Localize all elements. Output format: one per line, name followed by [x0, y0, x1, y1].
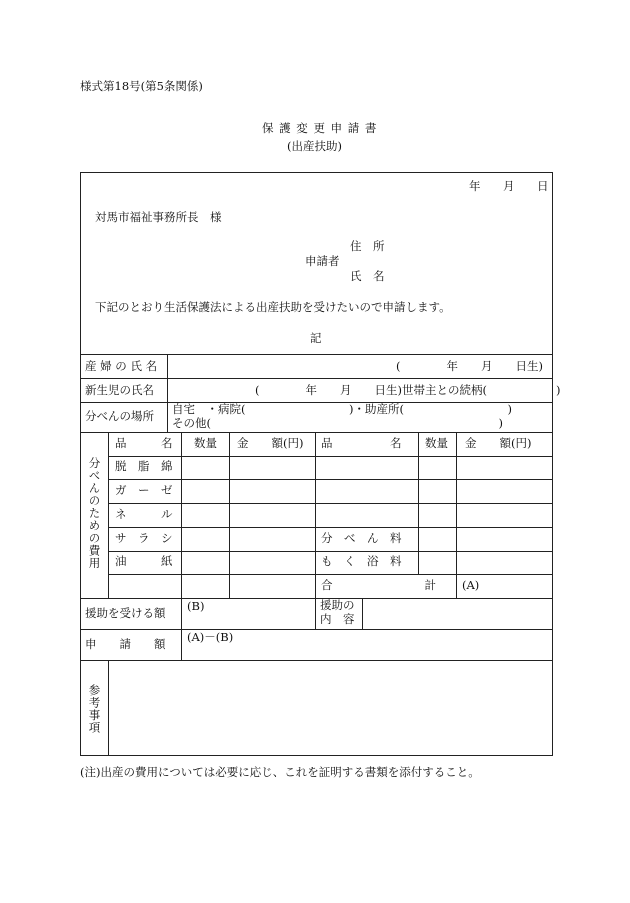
total-mark: (A): [462, 578, 480, 592]
total-label: 合 計: [321, 578, 436, 592]
support-content-label-2: 内 容: [320, 612, 355, 626]
newborn-birth-field: ( 年 月 日生): [255, 383, 402, 397]
rule: [108, 551, 553, 552]
rule: [80, 629, 553, 630]
rule: [167, 354, 168, 432]
cost-section-label: 分べんのための費用: [87, 457, 102, 570]
rule: [108, 527, 553, 528]
support-mark: (B): [187, 599, 205, 613]
item-gauze: ガ ー ゼ: [115, 483, 173, 497]
rule: [108, 456, 553, 457]
addressee: 対馬市福祉事務所長 様: [95, 210, 222, 224]
rule: [80, 432, 553, 433]
newborn-name-label: 新生児の氏名: [85, 383, 154, 397]
rule: [80, 660, 553, 661]
rule: [108, 432, 109, 598]
birth-place-options: 自宅 ・病院( )・助産所( ): [172, 402, 512, 416]
header-item-2: 品 名: [321, 436, 402, 450]
rule: [108, 503, 553, 504]
birth-place-other: その他( ): [172, 416, 503, 430]
header-amount-2: 金 額(円): [465, 436, 532, 450]
header-qty: 数量: [194, 436, 217, 450]
rule: [108, 479, 553, 480]
rule: [80, 378, 553, 379]
ki-label: 記: [310, 331, 322, 345]
rule: [80, 598, 553, 599]
rule: [80, 354, 553, 355]
support-content-label-1: 援助の: [320, 598, 355, 612]
item-cotton: 脱 脂 綿: [115, 459, 173, 473]
applicant-name-label: 氏 名: [350, 269, 385, 283]
rule: [181, 432, 182, 660]
page-title: 保 護 変 更 申 請 書: [262, 121, 378, 135]
rule: [362, 598, 363, 629]
birth-place-label: 分べんの場所: [85, 409, 154, 423]
header-item: 品 名: [115, 436, 173, 450]
item-delivery-fee: 分 べ ん 料: [321, 531, 402, 545]
statement: 下記のとおり生活保護法による出産扶助を受けたいので申請します。: [95, 300, 451, 314]
item-flannel: ネ ル: [115, 507, 173, 521]
footnote: (注)出産の費用については必要に応じ、これを証明する書類を添付すること。: [80, 765, 480, 779]
page-subtitle: (出産扶助): [287, 139, 342, 153]
rule: [108, 660, 109, 756]
item-bathing-fee: も く 浴 料: [321, 554, 402, 568]
applicant-label: 申請者: [305, 254, 340, 268]
rule: [108, 574, 553, 575]
rule: [315, 432, 316, 629]
rule: [456, 432, 457, 598]
item-oil-paper: 油 紙: [115, 554, 173, 568]
item-bleached-cloth: サ ラ シ: [115, 531, 173, 545]
request-amount-label: 申 請 額: [85, 637, 166, 651]
remarks-label: 参考事項: [87, 684, 102, 734]
form-number: 様式第18号(第5条関係): [80, 79, 203, 93]
header-amount: 金 額(円): [237, 436, 304, 450]
mother-birth-field: ( 年 月 日生): [396, 359, 543, 373]
support-amount-label: 援助を受ける額: [85, 606, 166, 620]
date-year: 年: [469, 179, 481, 193]
relation-field: 世帯主との続柄( ): [402, 383, 561, 397]
rule: [229, 432, 230, 598]
request-formula: (A)－(B): [187, 630, 234, 644]
rule: [418, 432, 419, 574]
applicant-address-label: 住 所: [350, 239, 385, 253]
date-day: 日: [537, 179, 549, 193]
header-qty-2: 数量: [425, 436, 448, 450]
date-month: 月: [503, 179, 515, 193]
mother-name-label: 産 婦 の 氏 名: [85, 359, 158, 373]
